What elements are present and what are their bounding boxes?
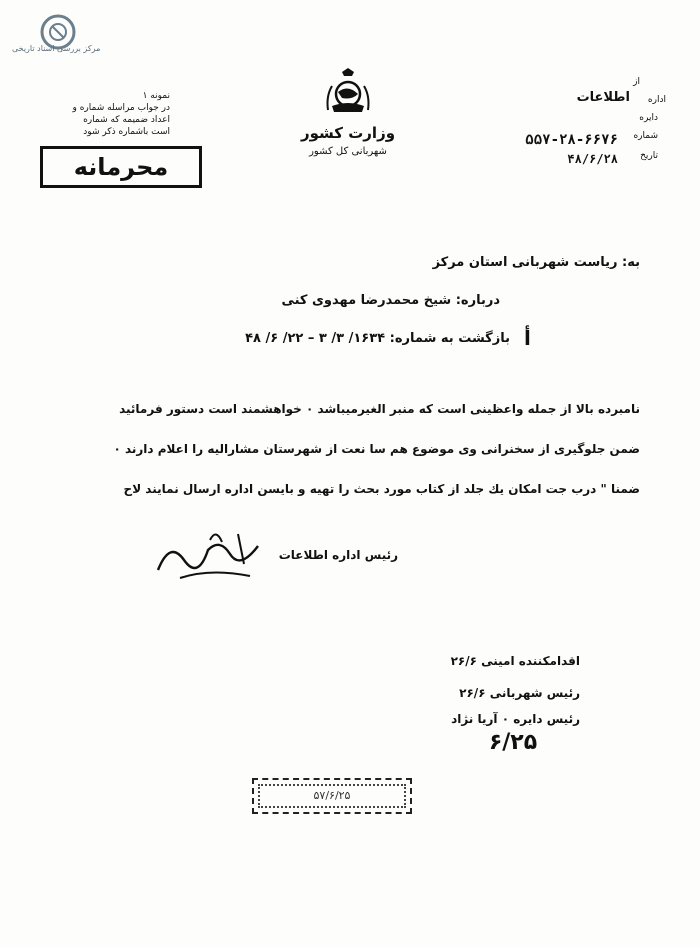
handwritten-date: ۶/۲۵ (488, 730, 538, 755)
number-label: شماره (633, 131, 658, 141)
subject-line: درباره: شیخ محمدرضا مهدوی کنی (281, 293, 500, 308)
form-note-line: در جواب مراسله شماره و (72, 103, 170, 113)
department-label: اداره (647, 95, 666, 105)
ministry-subtitle: شهربانی کل کشور (309, 146, 387, 157)
form-number: نمونه ۱ (142, 91, 170, 101)
department-value: اطلاعات (576, 90, 630, 105)
form-note-line: اعداد ضمیمه که شماره (83, 115, 170, 125)
routing-line-3: رئیس دایره ۰ آریا نژاد (451, 712, 580, 726)
lion-and-sun-emblem-icon (322, 66, 374, 118)
reference-line: بازگشت به شماره: ۱۶۳۴/ ۳/ ۳ – ۲۲/ ۶/ ۴۸ (245, 331, 510, 346)
body-line-3: ضمنا " درب جت امکان یك جلد از کتاب مورد بحث را تهیه و بایسن اداره ارسال نمایند لاح (123, 482, 640, 496)
letter-number: ۵۵۷-۲۸-۶۶۷۶ (525, 132, 618, 148)
handwritten-signature (150, 520, 270, 590)
routing-line-2: رئیس شهربانی ۲۶/۶ (459, 686, 580, 700)
from-label: از (633, 77, 640, 87)
recipient-line: به: ریاست شهربانی استان مرکز (432, 255, 640, 270)
date-label: تاریخ (640, 151, 658, 161)
margin-mark: أ (524, 326, 531, 350)
routing-line-1: اقدامکننده امینی ۲۶/۶ (450, 654, 580, 668)
signatory-title: رئیس اداره اطلاعات (278, 548, 398, 562)
form-note-line: است باشماره ذکر شود (83, 127, 170, 137)
classification-stamp: محرمانه (40, 146, 202, 188)
watermark-text: مرکز بررسی اسناد تاریخی (12, 44, 101, 53)
body-line-1: نامبرده بالا از جمله واعظینی است که منبر الغیرمیباشد ۰ خواهشمند است دستور فرمائید (119, 402, 640, 416)
ministry-title: وزارت کشور (300, 124, 396, 142)
body-line-2: ضمن جلوگیری از سخنرانی وی موضوع هم سا نعت از شهرستان مشارالیه را اعلام دارند ۰ (113, 442, 640, 456)
letter-date: ۴۸/۶/۲۸ (567, 152, 618, 166)
section-label: دایره (639, 113, 658, 123)
receipt-stamp: ۵۷/۶/۲۵ (258, 784, 406, 808)
